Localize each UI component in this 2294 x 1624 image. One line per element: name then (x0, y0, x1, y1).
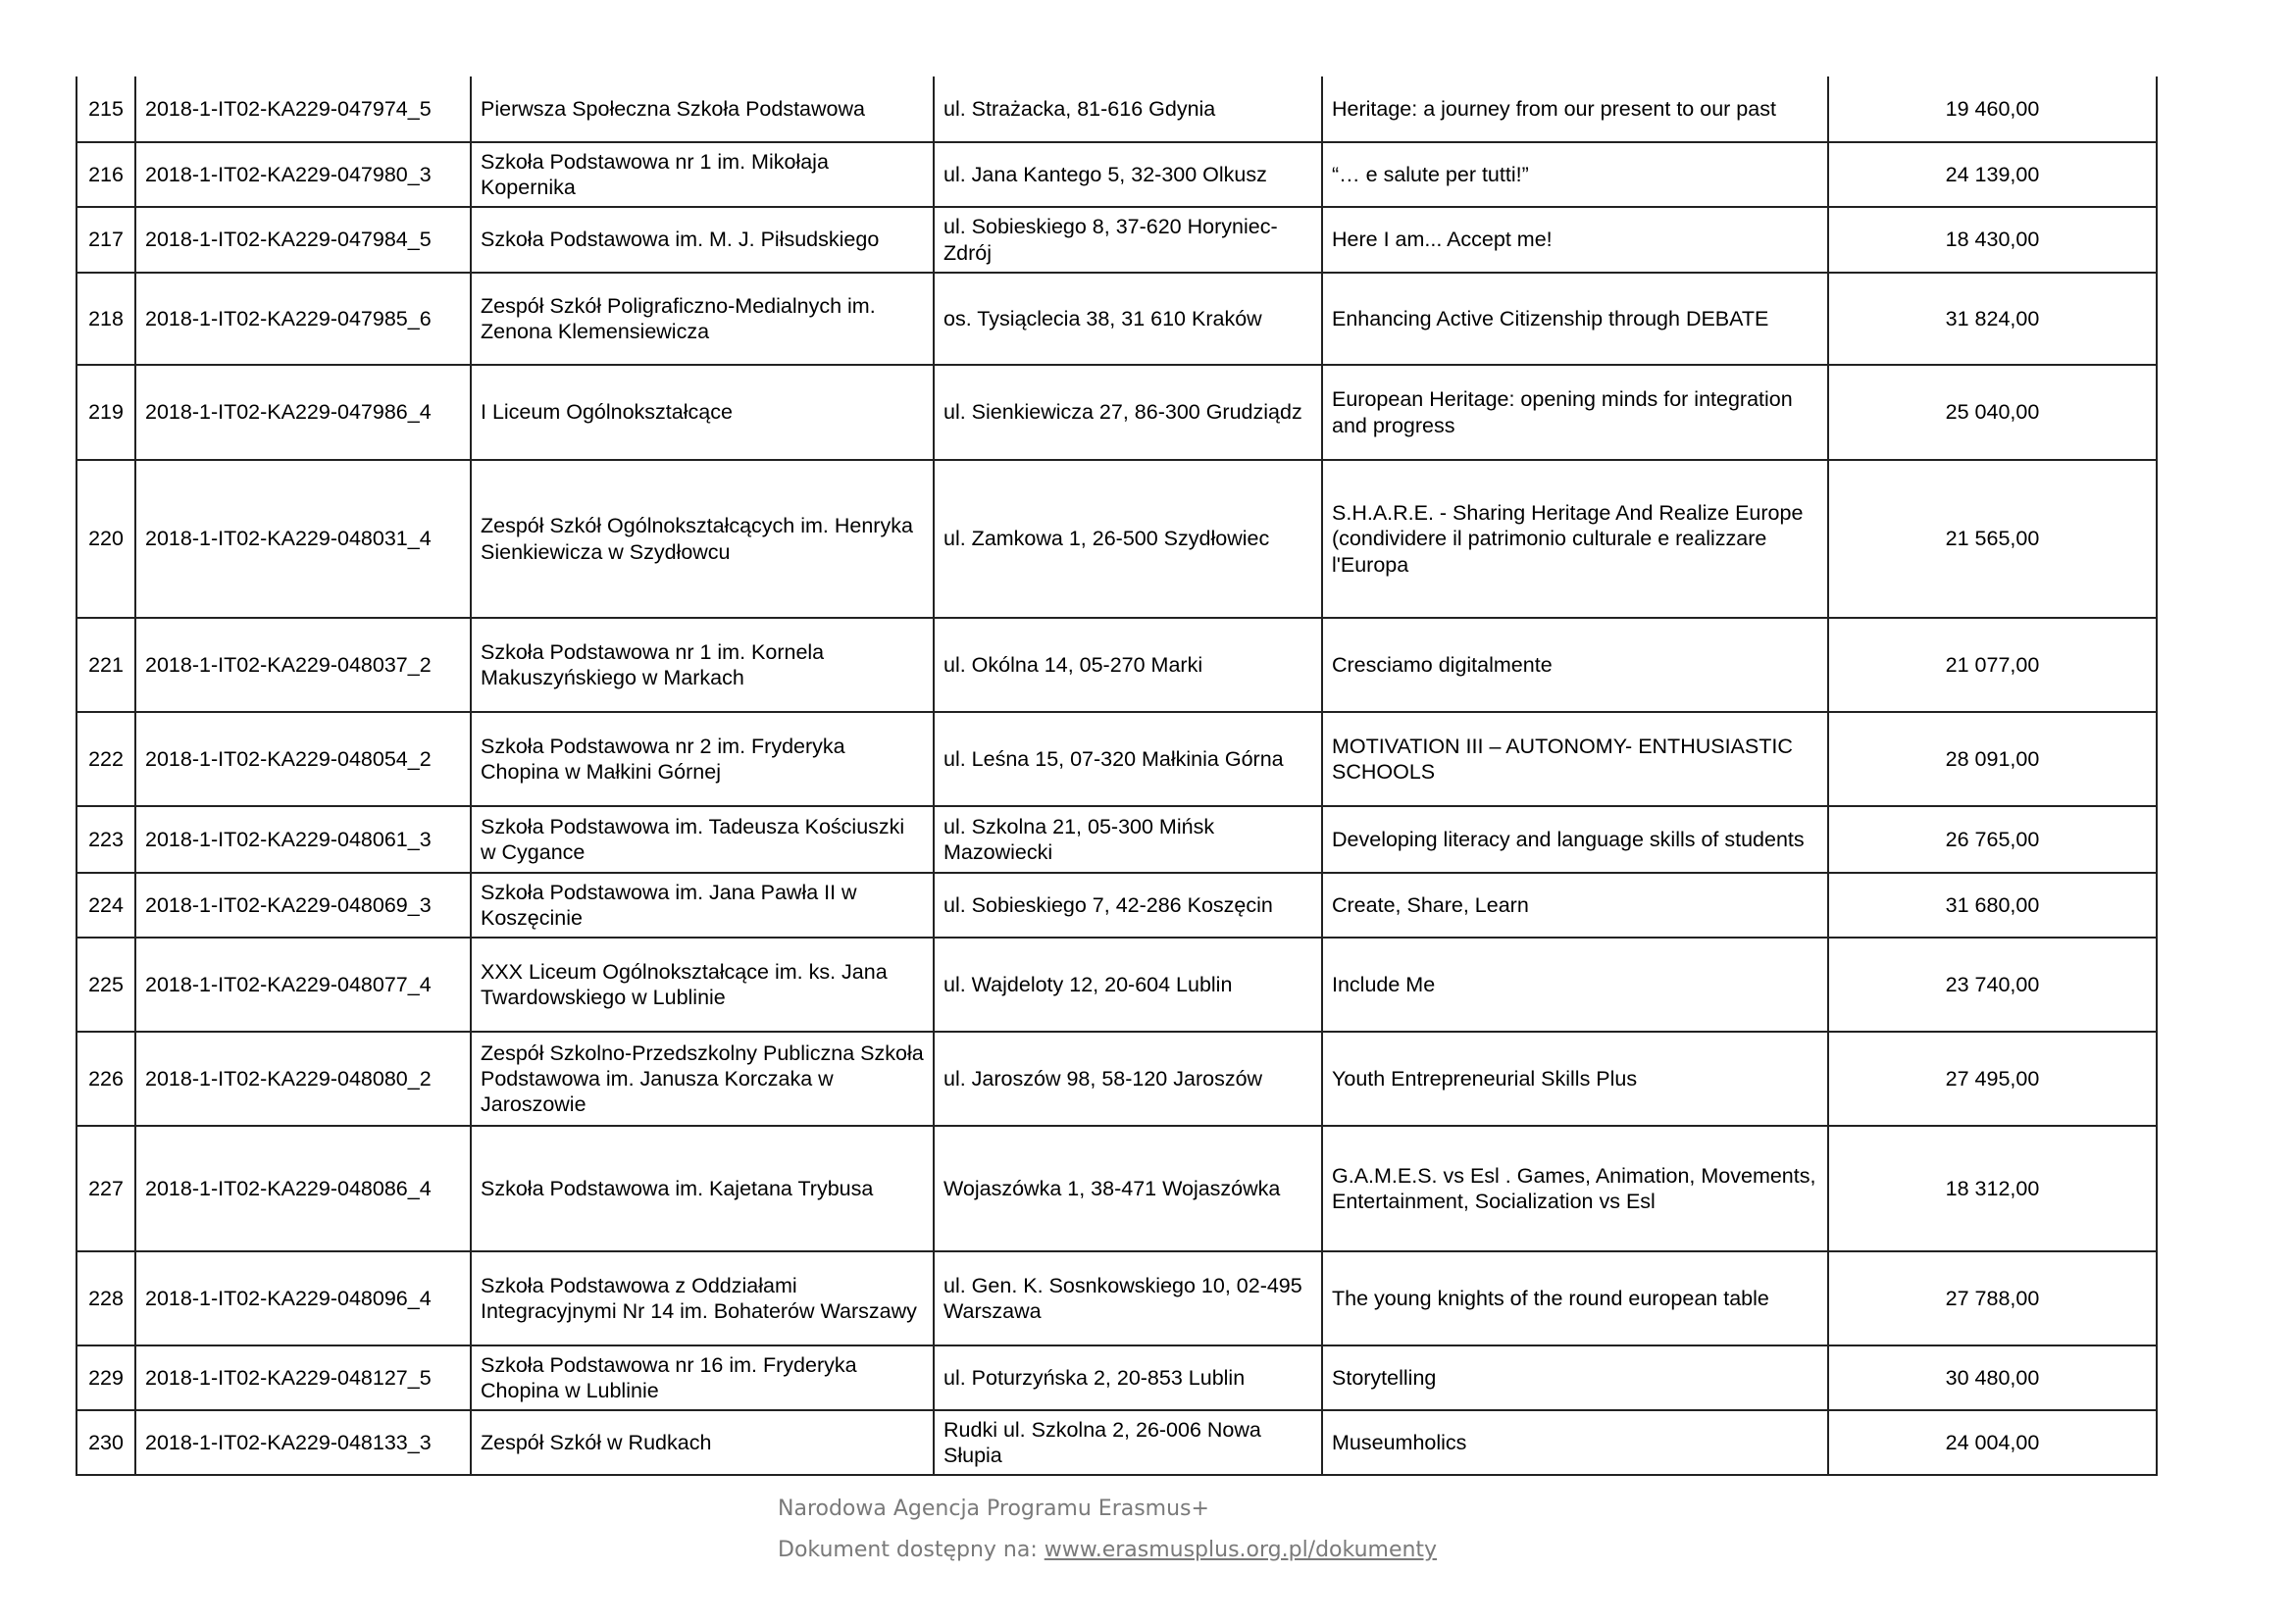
cell-project-id: 2018-1-IT02-KA229-048037_2 (135, 618, 471, 712)
cell-row-number: 228 (76, 1251, 135, 1345)
cell-grant-amount: 26 765,00 (1828, 806, 2157, 873)
cell-row-number: 223 (76, 806, 135, 873)
table-row (76, 712, 2157, 806)
cell-project-id: 2018-1-IT02-KA229-048069_3 (135, 873, 471, 938)
table-row (76, 76, 2157, 142)
cell-row-number: 218 (76, 273, 135, 365)
documents-link[interactable]: www.erasmusplus.org.pl/dokumenty (1044, 1538, 1438, 1562)
cell-project-title: Youth Entrepreneurial Skills Plus (1322, 1032, 1828, 1126)
cell-grant-amount: 31 680,00 (1828, 873, 2157, 938)
table-row (76, 273, 2157, 365)
cell-address: ul. Strażacka, 81-616 Gdynia (934, 76, 1322, 142)
cell-grant-amount: 31 824,00 (1828, 273, 2157, 365)
cell-school-name: Szkoła Podstawowa im. M. J. Piłsudskiego (471, 207, 934, 273)
table-row (76, 1032, 2157, 1126)
table-row (76, 806, 2157, 873)
cell-grant-amount: 25 040,00 (1828, 365, 2157, 460)
cell-row-number: 222 (76, 712, 135, 806)
cell-project-title: Museumholics (1322, 1410, 1828, 1475)
cell-grant-amount: 28 091,00 (1828, 712, 2157, 806)
cell-project-title: European Heritage: opening minds for integration and progress (1322, 365, 1828, 460)
cell-address: ul. Sienkiewicza 27, 86-300 Grudziądz (934, 365, 1322, 460)
cell-row-number: 221 (76, 618, 135, 712)
cell-grant-amount: 21 077,00 (1828, 618, 2157, 712)
footer-available-prefix: Dokument dostępny na: (778, 1538, 1045, 1562)
cell-project-id: 2018-1-IT02-KA229-047984_5 (135, 207, 471, 273)
cell-school-name: Szkoła Podstawowa im. Jana Pawła II w Koszęcinie (471, 873, 934, 938)
table-row (76, 1410, 2157, 1475)
cell-project-title: Storytelling (1322, 1345, 1828, 1410)
cell-project-id: 2018-1-IT02-KA229-048086_4 (135, 1126, 471, 1251)
cell-project-title: “… e salute per tutti!” (1322, 142, 1828, 207)
footer-agency: Narodowa Agencja Programu Erasmus+ (778, 1497, 1209, 1521)
cell-school-name: Pierwsza Społeczna Szkoła Podstawowa (471, 76, 934, 142)
cell-grant-amount: 27 495,00 (1828, 1032, 2157, 1126)
cell-address: ul. Szkolna 21, 05-300 Mińsk Mazowiecki (934, 806, 1322, 873)
cell-address: ul. Jaroszów 98, 58-120 Jaroszów (934, 1032, 1322, 1126)
table-row (76, 142, 2157, 207)
grants-table-body (76, 76, 2157, 1475)
cell-school-name: Szkoła Podstawowa nr 2 im. Fryderyka Chopina w Małkini Górnej (471, 712, 934, 806)
cell-address: ul. Sobieskiego 7, 42-286 Koszęcin (934, 873, 1322, 938)
cell-project-id: 2018-1-IT02-KA229-048133_3 (135, 1410, 471, 1475)
table-row (76, 460, 2157, 618)
cell-school-name: Zespół Szkół w Rudkach (471, 1410, 934, 1475)
table-row (76, 1251, 2157, 1345)
cell-project-title: MOTIVATION III – AUTONOMY- ENTHUSIASTIC SCHOOLS (1322, 712, 1828, 806)
cell-grant-amount: 30 480,00 (1828, 1345, 2157, 1410)
table-row (76, 938, 2157, 1032)
cell-grant-amount: 24 139,00 (1828, 142, 2157, 207)
cell-project-title: Heritage: a journey from our present to our past (1322, 76, 1828, 142)
table-row (76, 618, 2157, 712)
cell-address: ul. Sobieskiego 8, 37-620 Horyniec-Zdrój (934, 207, 1322, 273)
cell-address: ul. Leśna 15, 07-320 Małkinia Górna (934, 712, 1322, 806)
cell-row-number: 229 (76, 1345, 135, 1410)
cell-project-title: Enhancing Active Citizenship through DEBATE (1322, 273, 1828, 365)
cell-grant-amount: 23 740,00 (1828, 938, 2157, 1032)
cell-project-id: 2018-1-IT02-KA229-047985_6 (135, 273, 471, 365)
cell-school-name: Zespół Szkół Ogólnokształcących im. Henryka Sienkiewicza w Szydłowcu (471, 460, 934, 618)
cell-project-id: 2018-1-IT02-KA229-048080_2 (135, 1032, 471, 1126)
cell-project-id: 2018-1-IT02-KA229-048077_4 (135, 938, 471, 1032)
cell-row-number: 216 (76, 142, 135, 207)
cell-project-id: 2018-1-IT02-KA229-047974_5 (135, 76, 471, 142)
cell-grant-amount: 18 430,00 (1828, 207, 2157, 273)
cell-address: ul. Gen. K. Sosnkowskiego 10, 02-495 Warszawa (934, 1251, 1322, 1345)
cell-project-title: Include Me (1322, 938, 1828, 1032)
cell-row-number: 230 (76, 1410, 135, 1475)
table-row (76, 1345, 2157, 1410)
cell-school-name: Zespół Szkół Poligraficzno-Medialnych im. Zenona Klemensiewicza (471, 273, 934, 365)
table-row (76, 873, 2157, 938)
cell-project-id: 2018-1-IT02-KA229-047986_4 (135, 365, 471, 460)
cell-project-title: G.A.M.E.S. vs Esl . Games, Animation, Movements, Entertainment, Socialization vs Esl (1322, 1126, 1828, 1251)
cell-row-number: 217 (76, 207, 135, 273)
cell-address: ul. Okólna 14, 05-270 Marki (934, 618, 1322, 712)
cell-grant-amount: 24 004,00 (1828, 1410, 2157, 1475)
cell-school-name: Szkoła Podstawowa nr 1 im. Kornela Makuszyńskiego w Markach (471, 618, 934, 712)
cell-project-id: 2018-1-IT02-KA229-048061_3 (135, 806, 471, 873)
cell-row-number: 224 (76, 873, 135, 938)
cell-address: ul. Zamkowa 1, 26-500 Szydłowiec (934, 460, 1322, 618)
cell-project-id: 2018-1-IT02-KA229-048096_4 (135, 1251, 471, 1345)
cell-school-name: Szkoła Podstawowa im. Kajetana Trybusa (471, 1126, 934, 1251)
cell-project-title: Here I am... Accept me! (1322, 207, 1828, 273)
cell-project-id: 2018-1-IT02-KA229-048127_5 (135, 1345, 471, 1410)
table-row (76, 1126, 2157, 1251)
cell-address: ul. Jana Kantego 5, 32-300 Olkusz (934, 142, 1322, 207)
cell-project-id: 2018-1-IT02-KA229-047980_3 (135, 142, 471, 207)
cell-grant-amount: 18 312,00 (1828, 1126, 2157, 1251)
cell-school-name: Szkoła Podstawowa nr 1 im. Mikołaja Kopernika (471, 142, 934, 207)
cell-row-number: 219 (76, 365, 135, 460)
cell-address: os. Tysiąclecia 38, 31 610 Kraków (934, 273, 1322, 365)
cell-project-title: Developing literacy and language skills of students (1322, 806, 1828, 873)
cell-project-title: S.H.A.R.E. - Sharing Heritage And Realize Europe (condividere il patrimonio culturale e realizzare l'Europa (1322, 460, 1828, 618)
cell-address: ul. Poturzyńska 2, 20-853 Lublin (934, 1345, 1322, 1410)
cell-project-id: 2018-1-IT02-KA229-048054_2 (135, 712, 471, 806)
grants-table (76, 76, 2158, 1476)
cell-school-name: Szkoła Podstawowa nr 16 im. Fryderyka Chopina w Lublinie (471, 1345, 934, 1410)
cell-grant-amount: 27 788,00 (1828, 1251, 2157, 1345)
cell-project-title: Create, Share, Learn (1322, 873, 1828, 938)
cell-row-number: 225 (76, 938, 135, 1032)
cell-school-name: Zespół Szkolno-Przedszkolny Publiczna Szkoła Podstawowa im. Janusza Korczaka w Jaroszowie (471, 1032, 934, 1126)
cell-school-name: Szkoła Podstawowa z Oddziałami Integracyjnymi Nr 14 im. Bohaterów Warszawy (471, 1251, 934, 1345)
cell-row-number: 215 (76, 76, 135, 142)
cell-project-title: Cresciamo digitalmente (1322, 618, 1828, 712)
table-row (76, 365, 2157, 460)
cell-grant-amount: 19 460,00 (1828, 76, 2157, 142)
cell-school-name: I Liceum Ogólnokształcące (471, 365, 934, 460)
cell-grant-amount: 21 565,00 (1828, 460, 2157, 618)
cell-row-number: 220 (76, 460, 135, 618)
cell-project-title: The young knights of the round european table (1322, 1251, 1828, 1345)
cell-project-id: 2018-1-IT02-KA229-048031_4 (135, 460, 471, 618)
cell-school-name: XXX Liceum Ogólnokształcące im. ks. Jana Twardowskiego w Lublinie (471, 938, 934, 1032)
cell-address: ul. Wajdeloty 12, 20-604 Lublin (934, 938, 1322, 1032)
footer-availability (778, 1538, 1437, 1562)
cell-row-number: 227 (76, 1126, 135, 1251)
cell-school-name: Szkoła Podstawowa im. Tadeusza Kościuszki w Cygance (471, 806, 934, 873)
cell-address: Wojaszówka 1, 38-471 Wojaszówka (934, 1126, 1322, 1251)
cell-address: Rudki ul. Szkolna 2, 26-006 Nowa Słupia (934, 1410, 1322, 1475)
cell-row-number: 226 (76, 1032, 135, 1126)
table-row (76, 207, 2157, 273)
